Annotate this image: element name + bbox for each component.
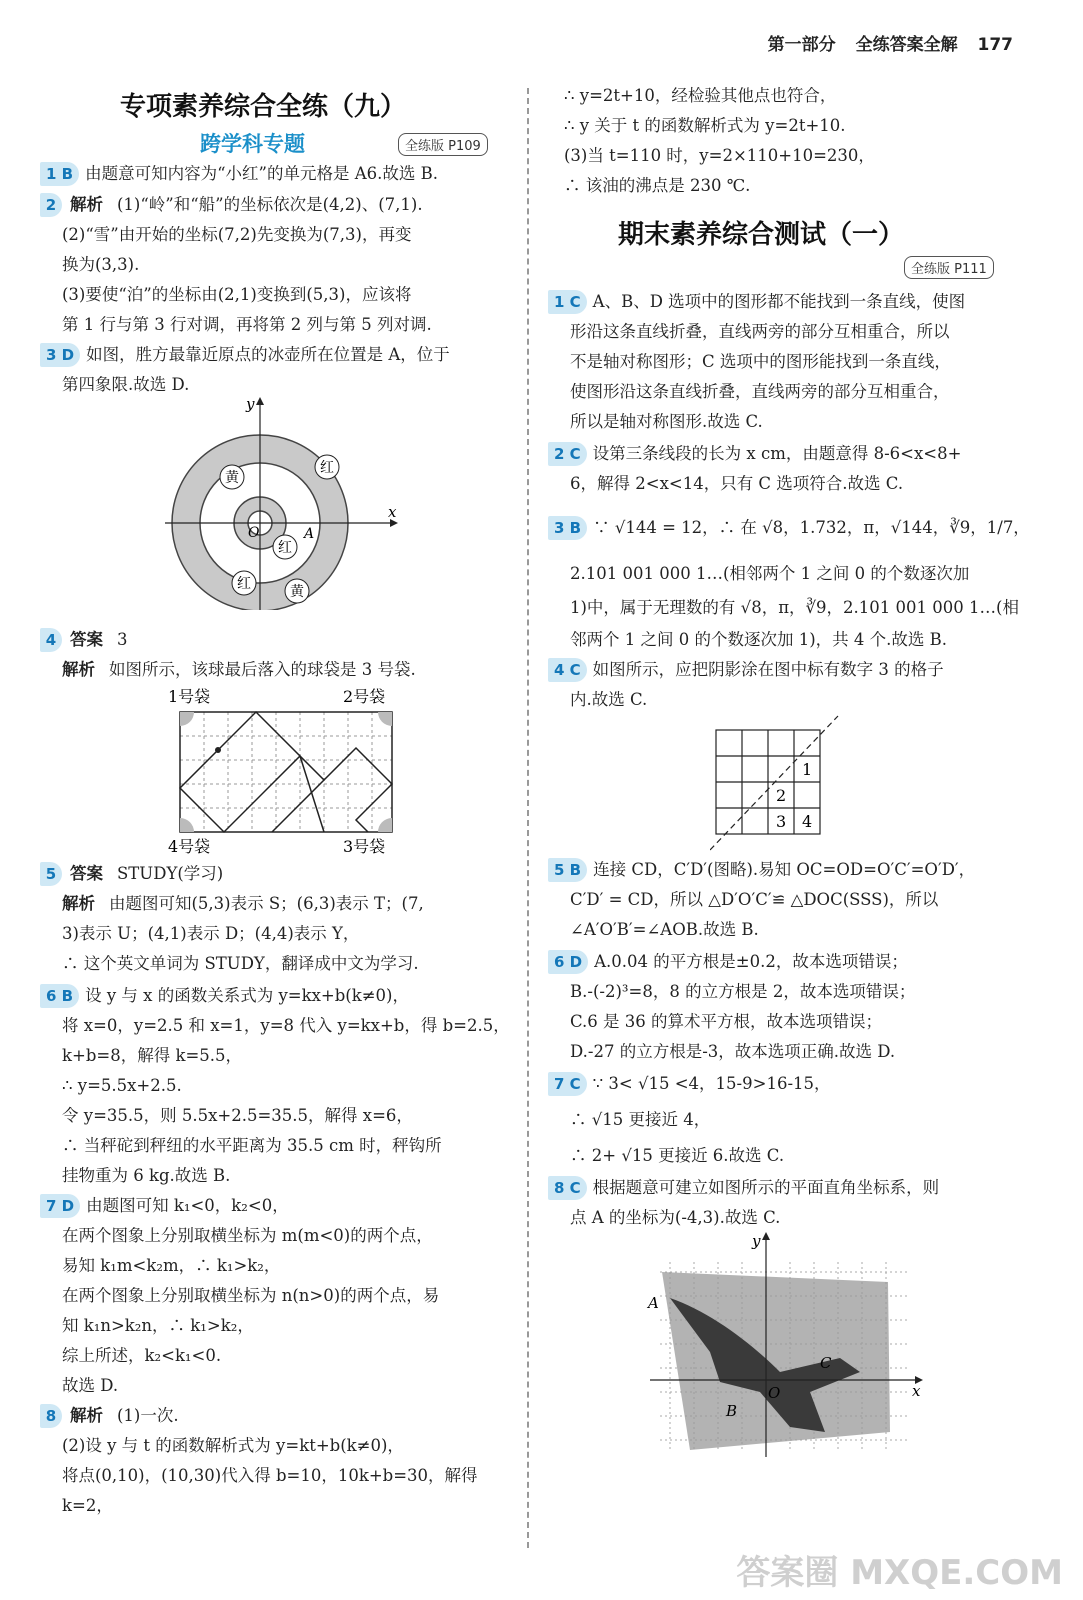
answer-text: 设第三条线段的长为 x cm，由题意得 8-6<x<8+ [592, 444, 962, 463]
answer-7 [40, 1194, 289, 1218]
answer-text: A.0.04 的平方根是±0.2，故本选项错误； [594, 952, 908, 971]
answer-number: 2 [40, 193, 62, 217]
curling-figure [160, 395, 410, 610]
section-title: 专项素养综合全练（九） [120, 92, 407, 122]
answer-line [62, 658, 416, 682]
table-grid [180, 712, 392, 832]
cell-label: 1 [802, 760, 813, 779]
answer-badge: 7 C [548, 1072, 587, 1096]
keyword: 解析 [62, 894, 95, 913]
answer-badge: 1 C [548, 290, 587, 314]
cell-label: 3 [776, 812, 787, 831]
answer-line: 点 A 的坐标为(-4,3).故选 C. [570, 1208, 781, 1227]
answer-line: 换为(3,3). [62, 255, 140, 274]
answer-line: 挂物重为 6 kg.故选 B. [62, 1166, 231, 1185]
page-number: 177 [977, 35, 1013, 55]
answer-line: ∠A′O′B′=∠AOB.故选 B. [570, 920, 759, 939]
origin-label: O [768, 1384, 781, 1402]
stone-red: 红 [237, 576, 251, 592]
answer-badge: 5 B [548, 858, 587, 882]
answer-line: 在两个图象上分别取横坐标为 m(m<0)的两个点， [62, 1226, 433, 1245]
answer-badge: 3 B [548, 516, 587, 540]
header-section: 全练答案全解 [855, 35, 958, 55]
answer-line: 综上所述，k₂<k₁<0. [62, 1346, 222, 1365]
keyword: 解析 [70, 195, 103, 214]
point-a-label: A [648, 1294, 659, 1312]
page-header [754, 30, 1013, 55]
answer-5 [40, 862, 223, 886]
answer-4 [40, 628, 128, 652]
x-label: x [912, 1382, 921, 1400]
answer-text: 设 y 与 x 的函数关系式为 y=kx+b(k≠0)， [85, 986, 409, 1005]
answer-line: ∴ 该油的沸点是 230 ℃. [564, 176, 751, 195]
answer-line: 知 k₁n>k₂n，∴ k₁>k₂， [62, 1316, 254, 1335]
answer-text: 根据题意可建立如图所示的平面直角坐标系，则 [592, 1178, 940, 1197]
watermark: 答案圈 MXQE.COM [736, 1553, 1063, 1593]
answer-text: 如图所示，应把阴影涂在图中标有数字 3 的格子 [592, 660, 944, 679]
pocket-4-label: 4号袋 [168, 837, 211, 856]
answer-3 [548, 516, 1030, 540]
answer-line: 不是轴对称图形；C 选项中的图形能找到一条直线， [570, 352, 951, 371]
answer-4 [548, 658, 944, 682]
cell-label: 4 [802, 812, 813, 831]
answer-line: 将点(0,10)，(10,30)代入得 b=10，10k+b=30，解得 [62, 1466, 478, 1485]
answer-value: 3 [117, 630, 128, 649]
stone-yellow: 黄 [290, 584, 304, 600]
answer-badge: 1 B [40, 162, 79, 186]
answer-number: 4 [40, 628, 62, 652]
answer-text: 连接 CD，C′D′(图略).易知 OC=OD=O′C′=O′D′， [593, 860, 976, 879]
answer-badge: 4 C [548, 658, 587, 682]
aircraft-figure [640, 1232, 930, 1462]
answer-line: 故选 D. [62, 1376, 119, 1395]
ball-path [324, 748, 392, 832]
answer-2 [40, 193, 423, 217]
answer-line: 3)表示 U；(4,1)表示 D；(4,4)表示 Y， [62, 924, 360, 943]
answer-line: 将 x=0，y=2.5 和 x=1，y=8 代入 y=kx+b，得 b=2.5， [62, 1016, 510, 1035]
stone-red: 红 [320, 460, 334, 476]
answer-badge: 6 D [548, 950, 588, 974]
y-label: y [752, 1232, 761, 1250]
answer-line: 内.故选 C. [570, 690, 648, 709]
answer-line: 2.101 001 000 1…(相邻两个 1 之间 0 的个数逐次加 [570, 564, 970, 583]
point-a-label: A [304, 526, 315, 542]
answer-6 [40, 984, 409, 1008]
ball [215, 747, 221, 753]
cell-label: 2 [776, 786, 787, 805]
answer-text: 由题图可知 k₁<0，k₂<0， [86, 1196, 289, 1215]
answer-line: ∴ √15 更接近 4， [570, 1110, 711, 1129]
answer-line: 所以是轴对称图形.故选 C. [570, 412, 763, 431]
page-ref-tag: 全练版 P109 [398, 133, 488, 156]
answer-line: 1)中，属于无理数的有 √8，π，∛9，2.101 001 000 1…(相 [570, 598, 1019, 617]
answer-line: 第四象限.故选 D. [62, 375, 190, 394]
answer-badge: 7 D [40, 1194, 80, 1218]
photo-frame [662, 1272, 890, 1450]
answer-line: 6，解得 2<x<14，只有 C 选项符合.故选 C. [570, 474, 904, 493]
answer-text: 如图所示，该球最后落入的球袋是 3 号袋. [109, 660, 416, 679]
point-c-label: C [820, 1354, 832, 1372]
answer-3 [40, 343, 450, 367]
answer-text: A、B、D 选项中的图形都不能找到一条直线，使图 [592, 292, 966, 311]
section-subtitle: 跨学科专题 [200, 132, 305, 156]
answer-line [62, 892, 424, 916]
answer-line: 易知 k₁m<k₂m，∴ k₁>k₂， [62, 1256, 281, 1275]
answer-line: 令 y=35.5，则 5.5x+2.5=35.5，解得 x=6， [62, 1106, 413, 1125]
point-b-label: B [726, 1402, 738, 1420]
answer-line: ∴ y=2t+10，经检验其他点也符合， [564, 86, 837, 105]
answer-8 [548, 1176, 939, 1200]
y-label: y [246, 395, 255, 413]
keyword: 解析 [62, 660, 95, 679]
answer-line: 在两个图象上分别取横坐标为 n(n>0)的两个点，易 [62, 1286, 440, 1305]
header-part: 第一部分 [767, 35, 836, 55]
answer-text: (1)一次. [117, 1406, 179, 1425]
pocket-1-label: 1号袋 [168, 687, 211, 706]
origin-label: O [248, 525, 260, 541]
answer-badge: 8 C [548, 1176, 587, 1200]
stone-yellow: 黄 [225, 470, 239, 486]
answer-value: STUDY(学习) [117, 864, 224, 883]
answer-line: 形沿这条直线折叠，直线两旁的部分互相重合，所以 [570, 322, 950, 341]
answer-badge: 3 D [40, 343, 80, 367]
answer-7 [548, 1072, 831, 1096]
x-label: x [388, 503, 397, 521]
answer-number: 8 [40, 1404, 62, 1428]
answer-text: 由题图可知(5,3)表示 S；(6,3)表示 T；(7, [109, 894, 424, 913]
answer-line: (2)设 y 与 t 的函数解析式为 y=kt+b(k≠0)， [62, 1436, 404, 1455]
page-ref-tag: 全练版 P111 [904, 256, 994, 279]
answer-text: 由题意可知内容为“小红”的单元格是 A6.故选 B. [85, 164, 438, 183]
answer-line: 邻两个 1 之间 0 的个数逐次加 1)，共 4 个.故选 B. [570, 630, 948, 649]
answer-6 [548, 950, 908, 974]
keyword: 解析 [70, 1406, 103, 1425]
section-title: 期末素养综合测试（一） [618, 220, 905, 250]
answer-8 [40, 1404, 179, 1428]
y-arrow [762, 1232, 770, 1240]
answer-2 [548, 442, 961, 466]
answer-line: ∴ 2+ √15 更接近 6.故选 C. [570, 1146, 785, 1165]
pocket-2-label: 2号袋 [343, 687, 386, 706]
answer-text: 如图，胜方最靠近原点的冰壶所在位置是 A，位于 [86, 345, 450, 364]
answer-line: 使图形沿这条直线折叠，直线两旁的部分互相重合， [570, 382, 950, 401]
stone-red: 红 [278, 540, 292, 556]
answer-line: ∴ y 关于 t 的函数解析式为 y=2t+10. [564, 116, 846, 135]
answer-text: ∵ √144 = 12，∴ 在 √8，1.732，π，√144，∛9，1/7， [593, 518, 1030, 537]
answer-line: k+b=8，解得 k=5.5， [62, 1046, 243, 1065]
answer-line: ∴ 当秤砣到秤纽的水平距离为 35.5 cm 时，秤钩所 [62, 1136, 442, 1155]
pockets [180, 712, 392, 832]
answer-badge: 6 B [40, 984, 79, 1008]
answer-line: D.-27 的立方根是-3，故本选项正确.故选 D. [570, 1042, 896, 1061]
answer-line: k=2， [62, 1496, 113, 1515]
y-arrow [256, 397, 264, 405]
answer-line: ∴ 这个英文单词为 STUDY，翻译成中文为学习. [62, 954, 419, 973]
answer-line: (3)当 t=110 时，y=2×110+10=230， [564, 146, 875, 165]
answer-1 [40, 162, 438, 186]
answer-line: C′D′ = CD，所以 △D′O′C′≌ △DOC(SSS)，所以 [570, 890, 939, 909]
table-border [180, 712, 392, 832]
ball-path [218, 712, 324, 832]
answer-1 [548, 290, 965, 314]
column-divider [527, 88, 529, 1548]
grid-figure [710, 712, 845, 852]
answer-text: (1)“岭”和“船”的坐标依次是(4,2)、(7,1). [117, 195, 423, 214]
answer-badge: 2 C [548, 442, 587, 466]
answer-line: C.6 是 36 的算术平方根，故本选项错误； [570, 1012, 883, 1031]
pocket-3-label: 3号袋 [343, 837, 386, 856]
answer-line: (2)“雪”由开始的坐标(7,2)先变换为(7,3)，再变 [62, 225, 412, 244]
billiard-figure [160, 684, 410, 859]
answer-line: 第 1 行与第 3 行对调，再将第 2 列与第 5 列对调. [62, 315, 432, 334]
answer-5 [548, 858, 975, 882]
answer-line: ∴ y=5.5x+2.5. [62, 1076, 182, 1095]
answer-line: B.-(-2)³=8，8 的立方根是 2，故本选项错误； [570, 982, 916, 1001]
answer-text: ∵ 3< √15 <4，15-9>16-15， [592, 1074, 831, 1093]
keyword: 答案 [70, 630, 103, 649]
symmetry-axis [710, 716, 838, 850]
answer-line: (3)要使“泊”的坐标由(2,1)变换到(5,3)，应该将 [62, 285, 412, 304]
answer-number: 5 [40, 862, 62, 886]
keyword: 答案 [70, 864, 103, 883]
